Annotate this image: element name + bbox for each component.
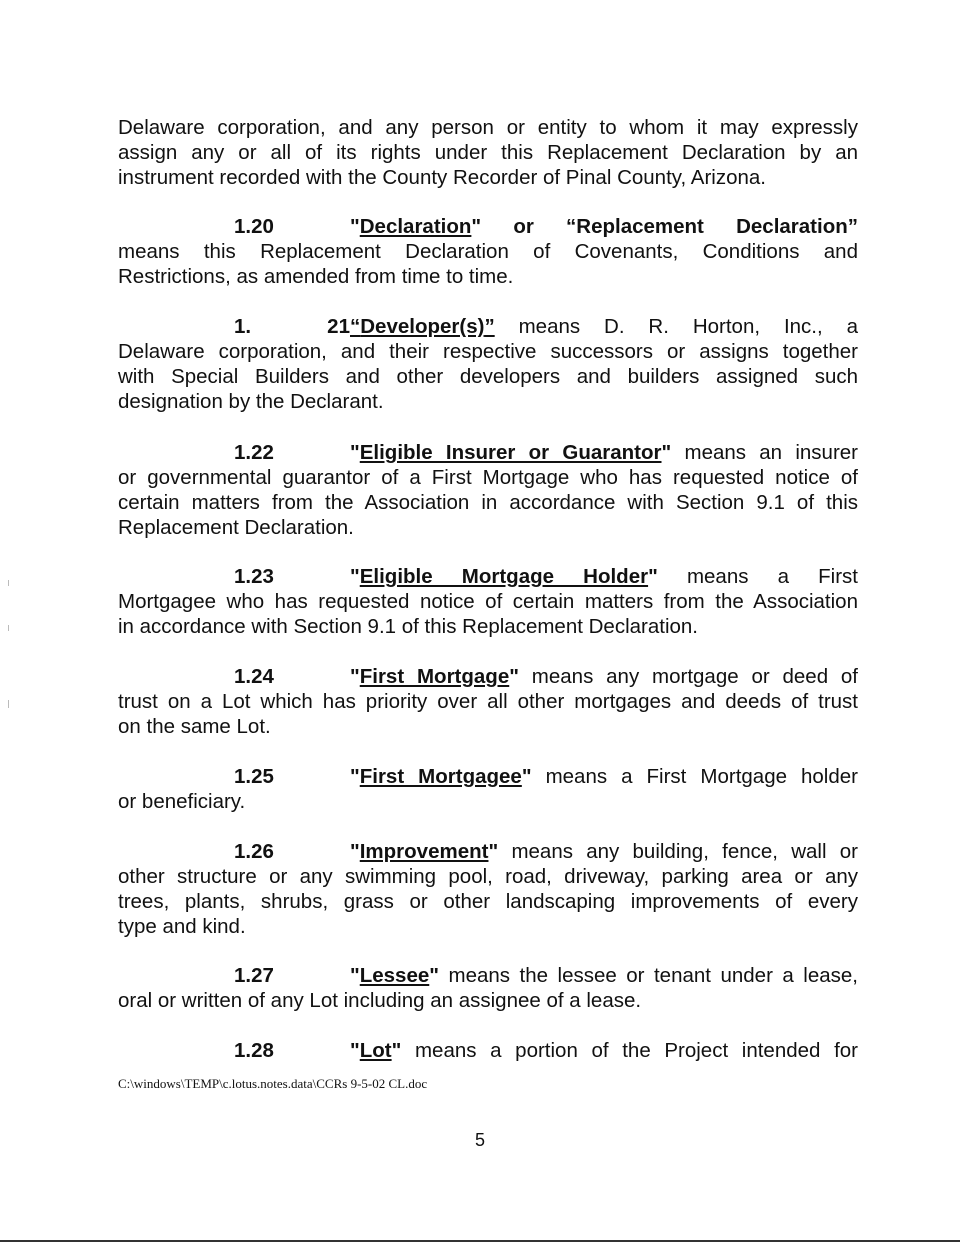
text-line: in accordance with Section 9.1 of this Replacement Declaration. bbox=[118, 615, 699, 638]
section-heading-line bbox=[118, 764, 858, 789]
text-line: type and kind. bbox=[118, 915, 246, 938]
section-number: 1.25 bbox=[234, 765, 274, 788]
section-heading-line bbox=[118, 440, 858, 465]
section-heading-line bbox=[118, 664, 858, 689]
text-line: assign any or all of its rights under this Replacement Declaration by an bbox=[118, 141, 858, 164]
definition-text: means D. R. Horton, Inc., a bbox=[518, 315, 858, 338]
defined-term: "Lot" bbox=[350, 1039, 402, 1062]
text-line: designation by the Declarant. bbox=[118, 390, 384, 413]
section-number: 1.23 bbox=[234, 565, 274, 588]
text-line: trees, plants, shrubs, grass or other landscaping improvements of every bbox=[118, 890, 858, 913]
definition-text: means any building, fence, wall or bbox=[511, 840, 858, 863]
text-line: oral or written of any Lot including an assignee of a lease. bbox=[118, 989, 642, 1012]
section-number: 1.27 bbox=[234, 964, 274, 987]
section-number: 1.26 bbox=[234, 840, 274, 863]
footer-file-path: C:\windows\TEMP\c.lotus.notes.data\CCRs 9-5-02 CL.doc bbox=[118, 1076, 428, 1091]
defined-term: "First Mortgage" bbox=[350, 665, 519, 688]
definition-text: means a First bbox=[686, 565, 858, 588]
section-heading-line bbox=[118, 564, 858, 589]
page-bottom-rule bbox=[0, 1240, 960, 1242]
definition-text: means a First Mortgage holder bbox=[545, 765, 858, 788]
defined-term: "Improvement" bbox=[350, 840, 499, 863]
text-line: means this Replacement Declaration of Covenants, Conditions and bbox=[118, 240, 858, 263]
section-1-23 bbox=[118, 564, 858, 639]
section-heading-line bbox=[118, 1038, 858, 1063]
definition-text: means a portion of the Project intended for bbox=[414, 1039, 858, 1062]
text-line: Delaware corporation, and any person or entity to whom it may expressly bbox=[118, 116, 858, 139]
defined-term: "Eligible Mortgage Holder" bbox=[350, 565, 658, 588]
intro-paragraph bbox=[118, 115, 858, 190]
section-1-21 bbox=[118, 314, 858, 414]
text-line: certain matters from the Association in accordance with Section 9.1 of this bbox=[118, 491, 858, 514]
text-line: with Special Builders and other developers and builders assigned such bbox=[118, 365, 858, 388]
text-line: trust on a Lot which has priority over all other mortgages and deeds of trust bbox=[118, 690, 858, 713]
section-number: 1.22 bbox=[234, 441, 274, 464]
defined-term: "Eligible Insurer or Guarantor" bbox=[350, 441, 672, 464]
defined-term: "Lessee" bbox=[350, 964, 439, 987]
section-1-27 bbox=[118, 963, 858, 1013]
definition-text: means the lessee or tenant under a lease, bbox=[448, 964, 858, 987]
scan-speck bbox=[8, 700, 9, 708]
text-line: Mortgagee who has requested notice of certain matters from the Association bbox=[118, 590, 858, 613]
defined-term: “Developer(s)” bbox=[350, 315, 495, 338]
section-number: 1.24 bbox=[234, 665, 274, 688]
definition-text: means any mortgage or deed of bbox=[531, 665, 859, 688]
text-line: Delaware corporation, and their respective successors or assigns together bbox=[118, 340, 858, 363]
section-1-20 bbox=[118, 214, 858, 289]
section-number: 1. 21 bbox=[234, 315, 350, 338]
section-heading-line bbox=[118, 963, 858, 988]
section-1-25 bbox=[118, 764, 858, 814]
text-line: Restrictions, as amended from time to time. bbox=[118, 265, 514, 288]
scan-speck bbox=[8, 625, 9, 631]
text-line: or beneficiary. bbox=[118, 790, 246, 813]
page-number: 5 bbox=[474, 1130, 485, 1150]
section-1-28 bbox=[118, 1038, 858, 1063]
defined-term: "Declaration" bbox=[350, 215, 482, 238]
text-line: Replacement Declaration. bbox=[118, 516, 354, 539]
text-line: on the same Lot. bbox=[118, 715, 271, 738]
text-line: or governmental guarantor of a First Mortgage who has requested notice of bbox=[118, 466, 858, 489]
section-heading-line: 1.20 "Declaration" or “Replacement Declaration” bbox=[234, 215, 858, 238]
section-heading-line bbox=[118, 314, 858, 339]
defined-term: "First Mortgagee" bbox=[350, 765, 532, 788]
section-1-24 bbox=[118, 664, 858, 739]
section-number: 1.28 bbox=[234, 1039, 274, 1062]
section-1-22 bbox=[118, 440, 858, 540]
section-heading-line bbox=[118, 839, 858, 864]
text-line: instrument recorded with the County Recorder of Pinal County, Arizona. bbox=[118, 166, 766, 189]
scan-speck bbox=[8, 580, 9, 586]
definition-text: means an insurer bbox=[684, 441, 858, 464]
section-1-26 bbox=[118, 839, 858, 939]
section-number: 1.20 bbox=[234, 215, 274, 238]
text-line: other structure or any swimming pool, road, driveway, parking area or any bbox=[118, 865, 858, 888]
